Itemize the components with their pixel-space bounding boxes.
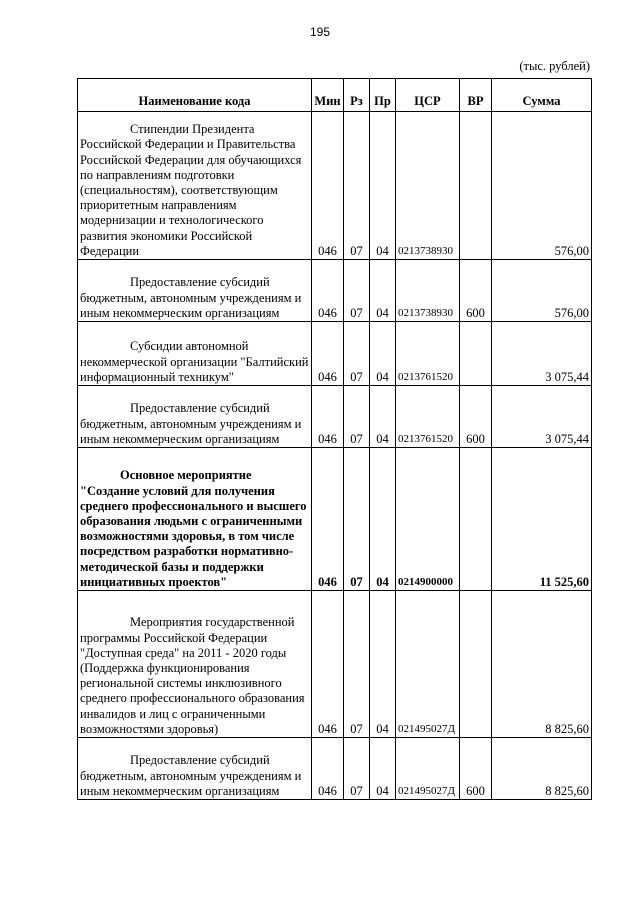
row-rz: 07 xyxy=(344,448,370,591)
row-min: 046 xyxy=(312,260,344,322)
row-pr: 04 xyxy=(370,112,396,260)
row-vr xyxy=(460,112,492,260)
row-vr: 600 xyxy=(460,260,492,322)
row-pr: 04 xyxy=(370,738,396,800)
row-name: Предоставление субсидий бюджетным, автономным учреждениям и иным некоммерческим организациям xyxy=(78,260,312,322)
row-csr: 0213761520 xyxy=(396,386,460,448)
row-name: Основное мероприятие "Создание условий для получения среднего профессионального и высшего образования людьми с ограниченными возможностями здоровья, в том числе посредством разработки нормативно-методической базы и поддержки инициативных проектов" xyxy=(78,448,312,591)
row-sum: 3 075,44 xyxy=(492,386,592,448)
row-vr: 600 xyxy=(460,738,492,800)
row-csr: 0213761520 xyxy=(396,322,460,386)
header-vr: ВР xyxy=(460,79,492,112)
row-min: 046 xyxy=(312,386,344,448)
table-row xyxy=(78,738,592,800)
row-min: 046 xyxy=(312,738,344,800)
row-vr xyxy=(460,322,492,386)
row-pr: 04 xyxy=(370,322,396,386)
row-csr: 021495027Д xyxy=(396,738,460,800)
budget-table xyxy=(77,78,592,800)
unit-note: (тыс. рублей) xyxy=(519,59,590,73)
table-row xyxy=(78,260,592,322)
row-rz: 07 xyxy=(344,260,370,322)
row-min: 046 xyxy=(312,322,344,386)
table-header-row xyxy=(78,79,592,112)
row-vr xyxy=(460,448,492,591)
row-rz: 07 xyxy=(344,738,370,800)
row-sum: 8 825,60 xyxy=(492,738,592,800)
row-vr: 600 xyxy=(460,386,492,448)
row-min: 046 xyxy=(312,112,344,260)
row-name: Предоставление субсидий бюджетным, автономным учреждениям и иным некоммерческим организациям xyxy=(78,738,312,800)
row-pr: 04 xyxy=(370,260,396,322)
row-min: 046 xyxy=(312,448,344,591)
row-csr: 0214900000 xyxy=(396,448,460,591)
row-pr: 04 xyxy=(370,448,396,591)
row-pr: 04 xyxy=(370,386,396,448)
header-name: Наименование кода xyxy=(78,79,312,112)
header-sum: Сумма xyxy=(492,79,592,112)
table-row xyxy=(78,322,592,386)
table-row xyxy=(78,112,592,260)
row-vr xyxy=(460,591,492,738)
row-sum: 8 825,60 xyxy=(492,591,592,738)
row-sum: 11 525,60 xyxy=(492,448,592,591)
row-sum: 576,00 xyxy=(492,112,592,260)
row-name: Мероприятия государственной программы Российской Федерации "Доступная среда" на 2011 - 2020 годы (Поддержка функционирования региональной системы инклюзивного среднего профессионального образования инвалидов и лиц с ограниченными возможностями здоровья) xyxy=(78,591,312,738)
table-row-highlight xyxy=(78,448,592,591)
row-name: Субсидии автономной некоммерческой организации "Балтийский информационный техникум" xyxy=(78,322,312,386)
row-rz: 07 xyxy=(344,386,370,448)
row-rz: 07 xyxy=(344,322,370,386)
row-sum: 576,00 xyxy=(492,260,592,322)
row-csr: 021495027Д xyxy=(396,591,460,738)
row-name: Предоставление субсидий бюджетным, автономным учреждениям и иным некоммерческим организациям xyxy=(78,386,312,448)
header-min: Мин xyxy=(312,79,344,112)
page-number: 195 xyxy=(309,25,331,39)
header-rz: Рз xyxy=(344,79,370,112)
header-csr: ЦСР xyxy=(396,79,460,112)
header-pr: Пр xyxy=(370,79,396,112)
table-row xyxy=(78,386,592,448)
row-sum: 3 075,44 xyxy=(492,322,592,386)
row-name: Стипендии Президента Российской Федерации и Правительства Российской Федерации для обучающихся по направлениям подготовки (специальностям), соответствующим приоритетным направлениям модернизации и технологического развития экономики Российской Федерации xyxy=(78,112,312,260)
row-csr: 0213738930 xyxy=(396,260,460,322)
row-min: 046 xyxy=(312,591,344,738)
row-rz: 07 xyxy=(344,591,370,738)
table-row xyxy=(78,591,592,738)
row-pr: 04 xyxy=(370,591,396,738)
row-rz: 07 xyxy=(344,112,370,260)
row-csr: 0213738930 xyxy=(396,112,460,260)
